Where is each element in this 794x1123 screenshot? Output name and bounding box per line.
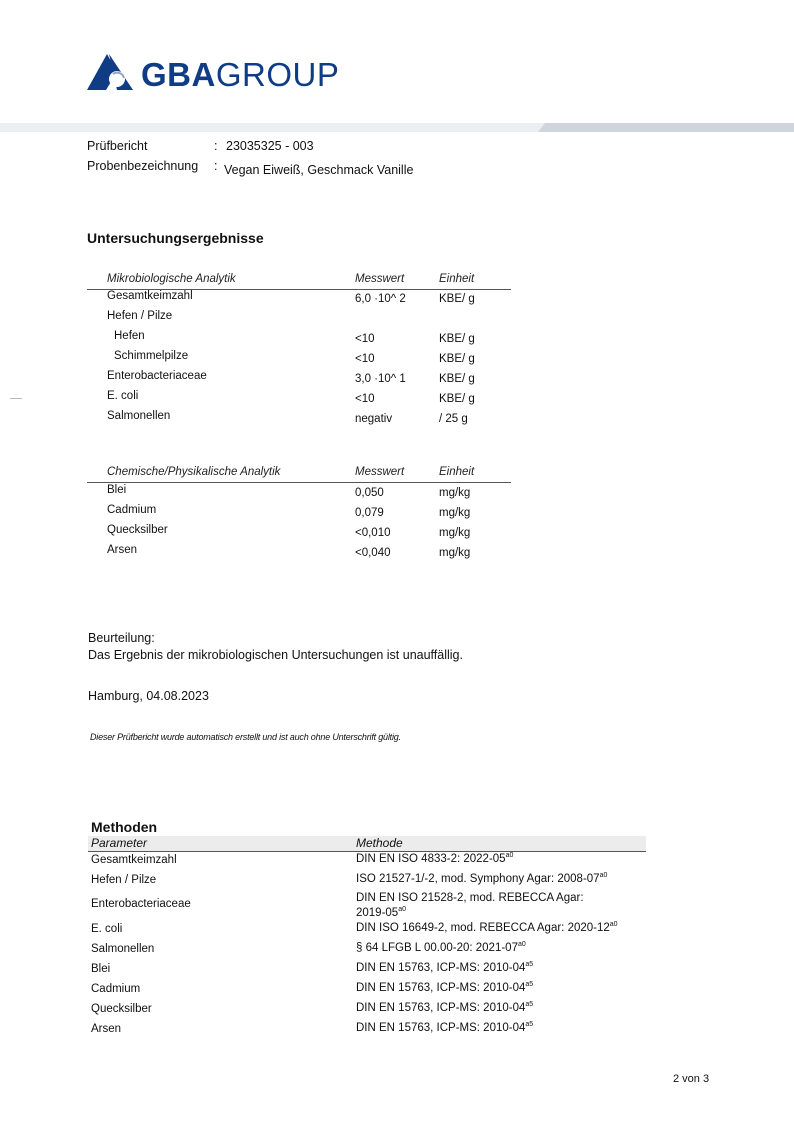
method-row-method: ISO 21527-1/-2, mod. Symphony Agar: $2008-07^{a0}$	[356, 872, 608, 885]
micro-row-unit: KBE/ g	[439, 353, 475, 365]
chem-header-unit: Einheit	[439, 466, 475, 478]
page-number: 2 von 3	[673, 1073, 710, 1085]
assessment-text: Das Ergebnis der mikrobiologischen Untersuchungen ist unauffällig.	[88, 648, 463, 662]
chem-row-param: Cadmium	[107, 504, 157, 516]
method-row-method: DIN EN ISO 4833-2: $2022-05^{a0}$	[356, 852, 514, 865]
micro-row-param: Salmonellen	[107, 410, 171, 422]
micro-row-unit: KBE/ g	[439, 333, 475, 345]
method-row-method-continued: $2019-05^{a0}$	[356, 906, 407, 919]
micro-row-unit: KBE/ g	[439, 293, 475, 305]
micro-row-value: 6,0 ·10^ 2	[355, 293, 406, 305]
chem-row-param: Blei	[107, 484, 127, 496]
method-row-param: Arsen	[91, 1023, 122, 1035]
report-number: 23035325 - 003	[226, 139, 314, 153]
chem-row-value: 0,050	[355, 487, 384, 499]
sample-colon: :	[214, 159, 218, 173]
micro-row-value: <10	[355, 333, 375, 345]
header-band-accent	[0, 123, 794, 132]
method-row-param: Quecksilber	[91, 1003, 152, 1015]
logo-wordmark	[141, 55, 339, 95]
micro-header-analysis: Mikrobiologische Analytik	[107, 273, 236, 285]
micro-row-unit: KBE/ g	[439, 393, 475, 405]
report-colon: :	[214, 139, 218, 153]
micro-row-value: negativ	[355, 413, 393, 425]
place-date: Hamburg, 04.08.2023	[88, 689, 209, 703]
logo-text-regular: GROUP	[215, 56, 340, 93]
micro-row-value: <10	[355, 353, 375, 365]
micro-row-param: Gesamtkeimzahl	[107, 290, 193, 302]
chem-row-value: 0,079	[355, 507, 384, 519]
method-row-param: Hefen / Pilze	[91, 874, 157, 886]
method-row-method: DIN EN 15763, ICP-MS: $2010-04^{a5}$	[356, 981, 534, 994]
micro-row-param: E. coli	[107, 390, 139, 402]
header-band	[0, 123, 794, 132]
chem-row-unit: mg/kg	[439, 547, 471, 559]
method-row-method: DIN EN 15763, ICP-MS: $2010-04^{a5}$	[356, 1001, 534, 1014]
method-row-param: Cadmium	[91, 983, 141, 995]
method-row-method: DIN EN 15763, ICP-MS: $2010-04^{a5}$	[356, 1021, 534, 1034]
method-row-param: Blei	[91, 963, 111, 975]
sample-label: Probenbezeichnung	[87, 159, 199, 173]
chem-row-value: <0,040	[355, 547, 391, 559]
chem-header-rule	[87, 482, 511, 483]
method-row-param: E. coli	[91, 923, 123, 935]
micro-row-param: Hefen	[114, 330, 145, 342]
method-row-method: § 64 LFGB L 00.00-20: $2021-07^{a0}$	[356, 941, 526, 954]
micro-header-value: Messwert	[355, 273, 405, 285]
sample-name: Vegan Eiweiß, Geschmack Vanille	[224, 163, 414, 177]
micro-row-unit: / 25 g	[439, 413, 468, 425]
micro-row-unit: KBE/ g	[439, 373, 475, 385]
gba-logo-mark-icon	[87, 52, 133, 92]
methods-header-parameter: Parameter	[91, 836, 148, 850]
margin-mark	[10, 398, 22, 399]
micro-row-param: Enterobacteriaceae	[107, 370, 207, 382]
micro-row-value: <10	[355, 393, 375, 405]
methods-header-method: Methode	[356, 836, 403, 850]
chem-row-param: Quecksilber	[107, 524, 168, 536]
chem-row-unit: mg/kg	[439, 527, 471, 539]
report-label: Prüfbericht	[87, 139, 148, 153]
chem-header-value: Messwert	[355, 466, 405, 478]
method-row-param: Gesamtkeimzahl	[91, 854, 177, 866]
method-row-method: DIN EN 15763, ICP-MS: $2010-04^{a5}$	[356, 961, 534, 974]
chem-row-param: Arsen	[107, 544, 138, 556]
results-title: Untersuchungsergebnisse	[87, 230, 264, 246]
micro-header-unit: Einheit	[439, 273, 475, 285]
method-row-param: Enterobacteriaceae	[91, 898, 191, 910]
methods-title: Methoden	[91, 819, 158, 835]
logo-text-bold: GBA	[141, 56, 216, 93]
micro-row-value: 3,0 ·10^ 1	[355, 373, 406, 385]
chem-row-value: <0,010	[355, 527, 391, 539]
method-row-param: Salmonellen	[91, 943, 155, 955]
chem-row-unit: mg/kg	[439, 507, 471, 519]
chem-header-analysis: Chemische/Physikalische Analytik	[107, 466, 281, 478]
micro-row-param: Hefen / Pilze	[107, 310, 173, 322]
micro-row-param: Schimmelpilze	[114, 350, 189, 362]
auto-generated-note: Dieser Prüfbericht wurde automatisch erstellt und ist auch ohne Unterschrift gültig.	[90, 732, 401, 742]
chem-row-unit: mg/kg	[439, 487, 471, 499]
method-row-method: DIN ISO 16649-2, mod. REBECCA Agar: $2020-12^{a0}$	[356, 921, 618, 934]
method-row-method: DIN EN ISO 21528-2, mod. REBECCA Agar:	[356, 892, 584, 904]
assessment-label: Beurteilung:	[88, 631, 155, 645]
